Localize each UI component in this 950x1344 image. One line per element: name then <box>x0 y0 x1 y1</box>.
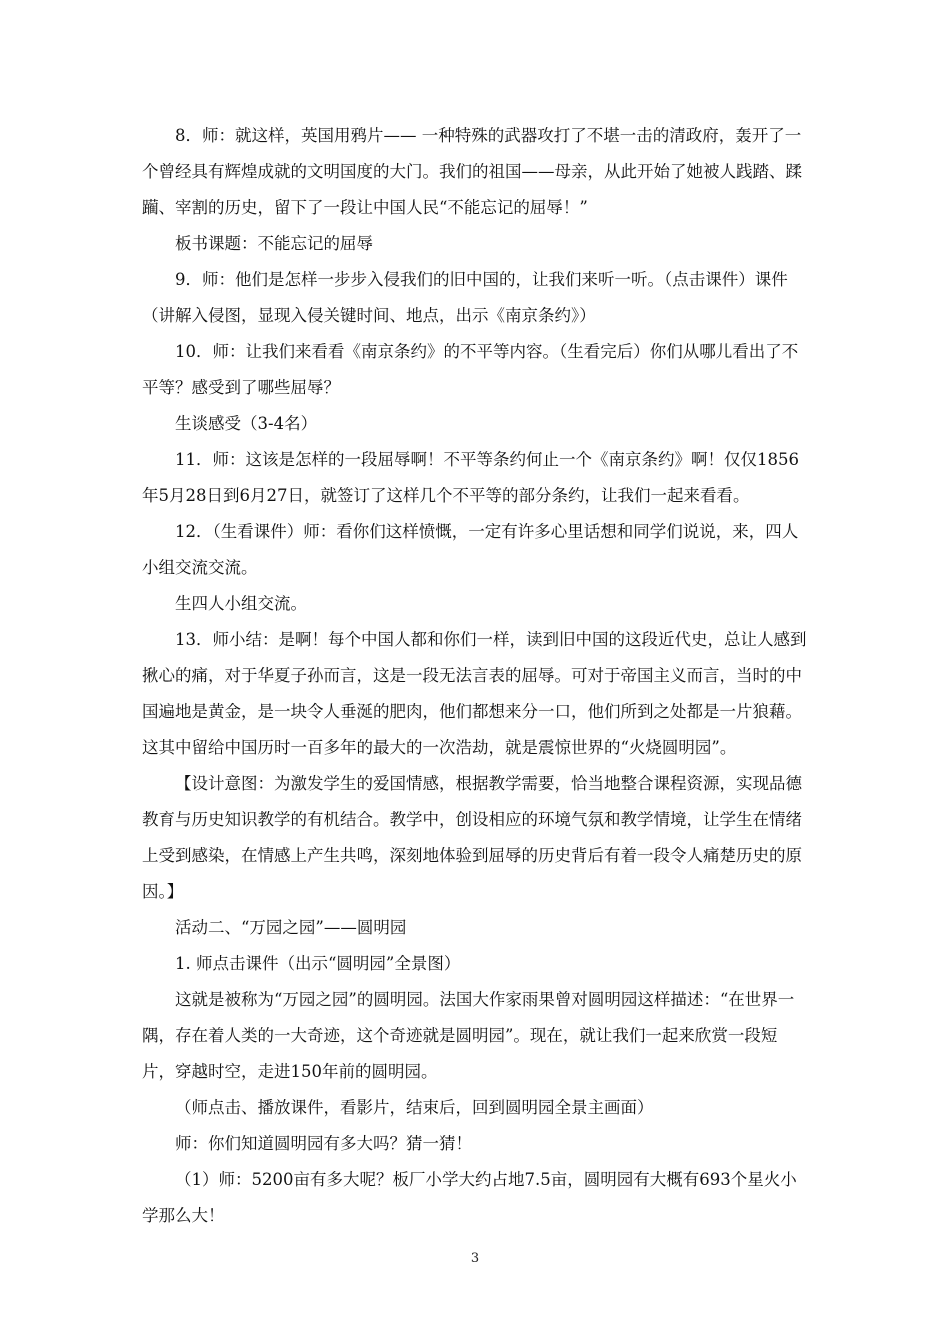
paragraph-5: 生谈感受（3-4名） <box>175 414 318 433</box>
design-intent-paragraph: 【设计意图：为激发学生的爱国情感，根据教学需要，恰当地整合课程资源，实现品德教育与历史知识教学的有机结合。教学中，创设相应的环境气氛和教学情境，让学生在情绪上受到感染，在情感上产生共鸣，深刻地体验到屈辱的历史背后有着一段令人痛楚历史的原因。】 <box>142 774 802 901</box>
paragraph-3: 9．师：他们是怎样一步步入侵我们的旧中国的，让我们来听一听。（点击课件）课件（讲解入侵图，显现入侵关键时间、地点，出示《南京条约》） <box>142 270 788 325</box>
paragraph-14: （师点击、播放课件，看影片，结束后，回到圆明园全景主画面） <box>175 1098 654 1117</box>
page-number: 3 <box>470 1251 480 1266</box>
paragraph-4: 10．师：让我们来看看《南京条约》的不平等内容。（生看完后）你们从哪儿看出了不平等？感受到了哪些屈辱？ <box>142 342 799 397</box>
document-body <box>142 118 810 1234</box>
paragraph-9: 13．师小结：是啊！每个中国人都和你们一样，读到旧中国的这段近代史，总让人感到揪心的痛，对于华夏子孙而言，这是一段无法言表的屈辱。可对于帝国主义而言，当时的中国遍地是黄金，是一块令人垂涎的肥肉，他们都想来分一口，他们所到之处都是一片狼藉。这其中留给中国历时一百多年的最大的一次浩劫，就是震惊世界的“火烧圆明园”。 <box>142 630 807 757</box>
paragraph-13: 这就是被称为“万园之园”的圆明园。法国大作家雨果曾对圆明园这样描述：“在世界一隅，存在着人类的一大奇迹，这个奇迹就是圆明园”。现在，就让我们一起来欣赏一段短片，穿越时空，走进150年前的圆明园。 <box>142 990 795 1081</box>
paragraph-15: 师：你们知道圆明园有多大吗？猜一猜！ <box>175 1134 472 1153</box>
paragraph-1: 8．师：就这样，英国用鸦片—— 一种特殊的武器攻打了不堪一击的清政府，轰开了一个曾经具有辉煌成就的文明国度的大门。我们的祖国——母亲，从此开始了她被人践踏、蹂躏、宰割的历史，留下了一段让中国人民“不能忘记的屈辱！” <box>142 126 802 217</box>
board-title-paragraph: 板书课题：不能忘记的屈辱 <box>175 234 373 253</box>
paragraph-6: 11．师：这该是怎样的一段屈辱啊！不平等条约何止一个《南京条约》啊！仅仅1856年5月28日到6月27日，就签订了这样几个不平等的部分条约，让我们一起来看看。 <box>142 450 799 505</box>
paragraph-7: 12．（生看课件）师：看你们这样愤慨，一定有许多心里话想和同学们说说，来，四人小组交流交流。 <box>142 522 799 577</box>
activity-heading: 活动二、“万园之园”——圆明园 <box>175 918 407 937</box>
paragraph-12: 1. 师点击课件（出示“圆明园”全景图） <box>175 954 461 973</box>
paragraph-8: 生四人小组交流。 <box>175 594 307 613</box>
paragraph-16: （1）师：5200亩有多大呢？板厂小学大约占地7.5亩，圆明园有大概有693个星火小学那么大！ <box>142 1170 797 1225</box>
